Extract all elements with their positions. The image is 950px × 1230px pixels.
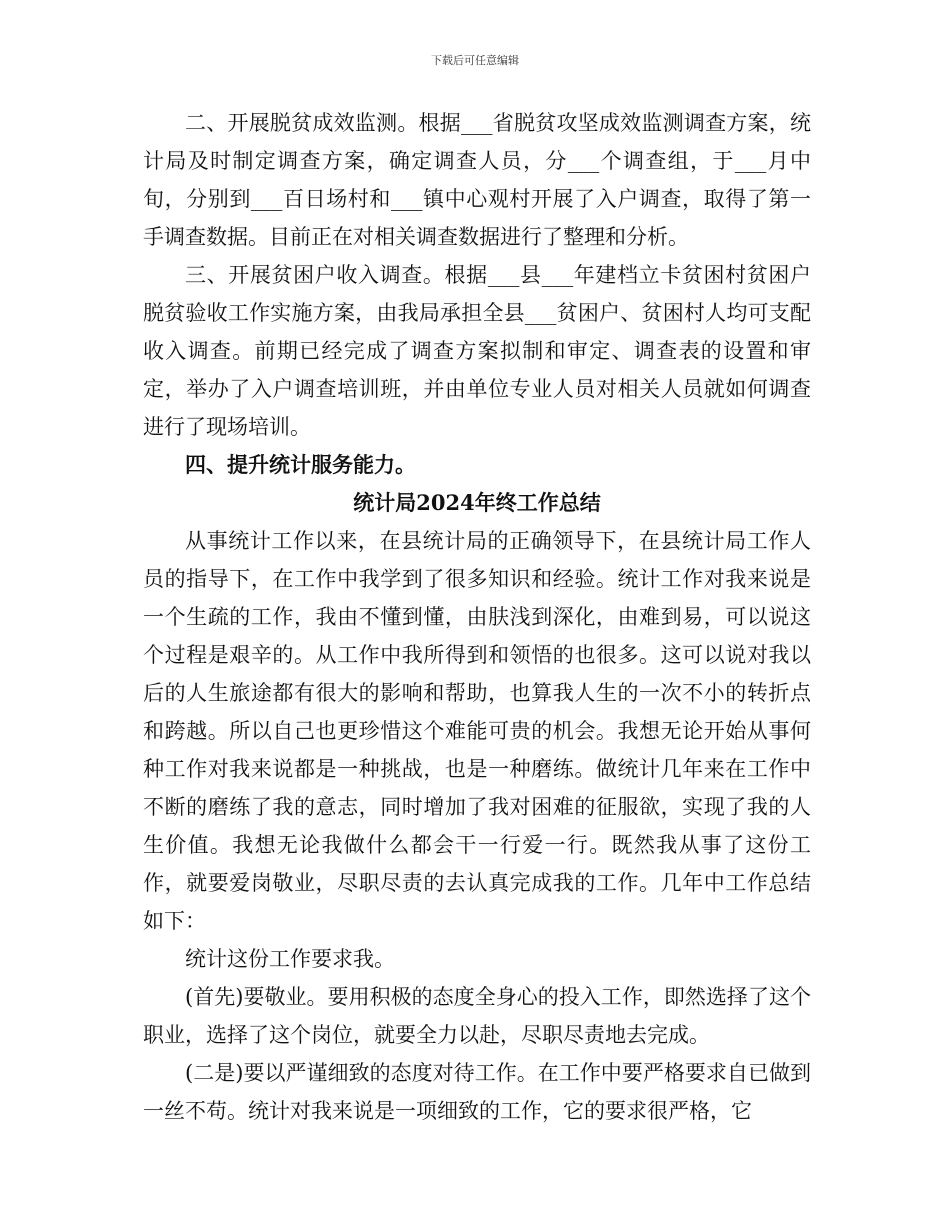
document-body (143, 104, 811, 1130)
paragraph-first: (首先)要敬业。要用积极的态度全身心的投入工作，即然选择了这个职业，选择了这个岗位，就要全力以赴，尽职尽责地去完成。 (143, 985, 811, 1047)
paragraph-requirements: 统计这份工作要求我。 (185, 947, 395, 971)
paragraph-second: (二是)要以严谨细致的态度对待工作。在工作中要严格要求自已做到一丝不苟。统计对我来说是一项细致的工作，它的要求很严格，它 (143, 1061, 811, 1123)
paragraph-intro: 从事统计工作以来，在县统计局的正确领导下，在县统计局工作人员的指导下，在工作中我学到了很多知识和经验。统计工作对我来说是一个生疏的工作，我由不懂到懂，由肤浅到深化，由难到易，可以说这个过程是艰辛的。从工作中我所得到和领悟的也很多。这可以说对我以后的人生旅途都有很大的影响和帮助，也算我人生的一次不小的转折点和跨越。所以自己也更珍惜这个难能可贵的机会。我想无论开始从事何种工作对我来说都是一种挑战，也是一种磨练。做统计几年来在工作中不断的磨练了我的意志，同时增加了我对困难的征服欲，实现了我的人生价值。我想无论我做什么都会干一行爱一行。既然我从事了这份工作，就要爱岗敬业，尽职尽责的去认真完成我的工作。几年中工作总结如下： (143, 529, 811, 933)
page-header: 下载后可任意编辑 (431, 54, 519, 67)
section-heading-service: 四、提升统计服务能力。 (185, 452, 416, 477)
document-title: 统计局2024年终工作总结 (353, 490, 601, 515)
paragraph-income-survey: 三、开展贫困户收入调查。根据___县___年建档立卡贫困村贫困户脱贫验收工作实施方案，由我局承担全县___贫困户、贫困村人均可支配收入调查。前期已经完成了调查方案拟制和审定、调查表的设置和审定，举办了入户调查培训班，并由单位专业人员对相关人员就如何调查进行了现场培训。 (143, 263, 811, 439)
paragraph-monitoring: 二、开展脱贫成效监测。根据___省脱贫攻坚成效监测调查方案，统计局及时制定调查方案，确定调查人员，分___个调查组，于___月中旬，分别到___百日场村和___镇中心观村开展了入户调查，取得了第一手调查数据。目前正在对相关调查数据进行了整理和分析。 (143, 111, 811, 249)
